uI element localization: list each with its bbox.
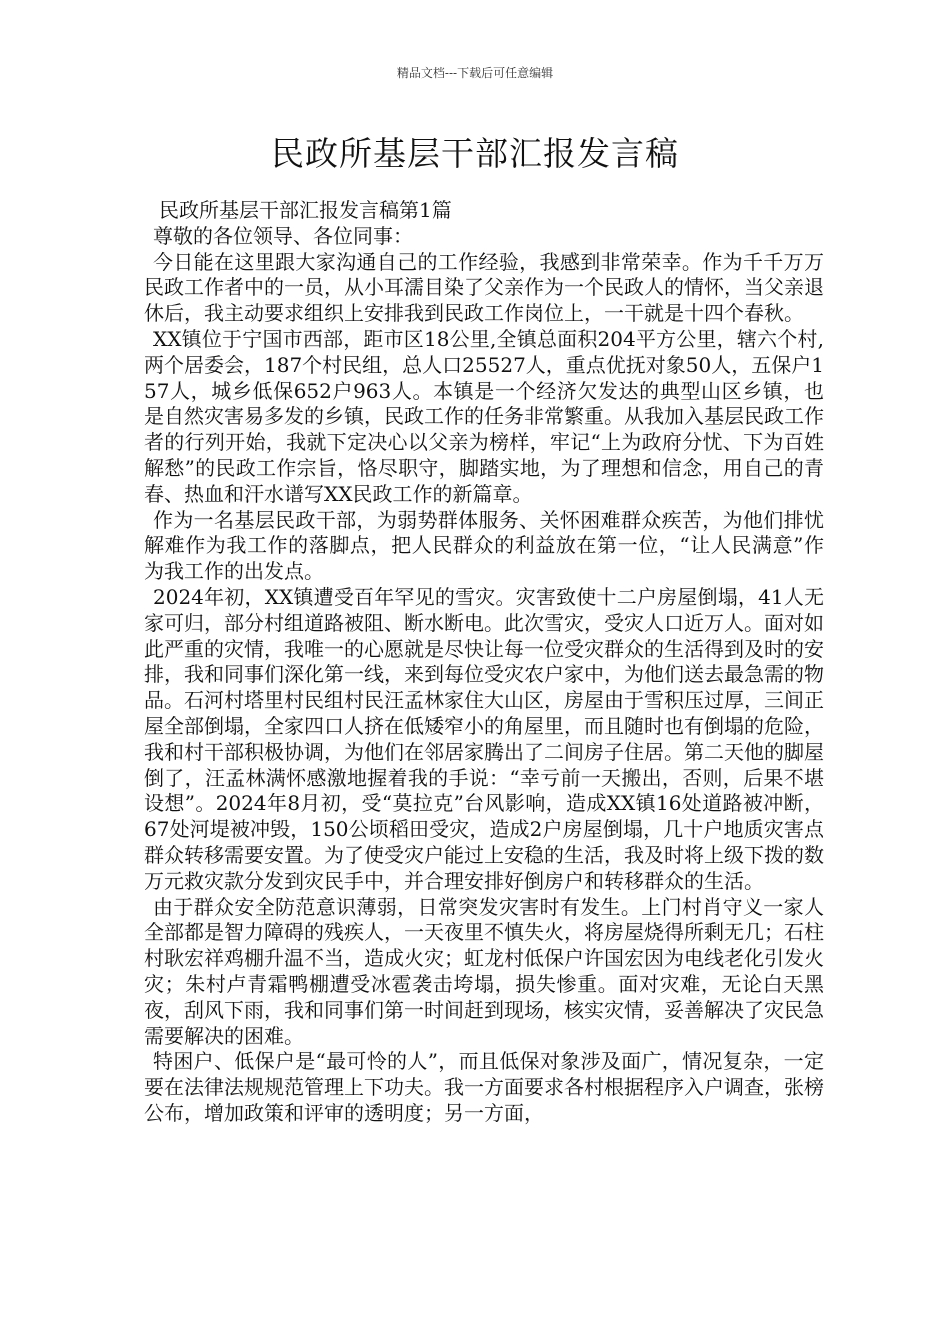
paragraph: XX镇位于宁国市西部，距市区18公里,全镇总面积204平方公里，辖六个村,两个居委会，187个村民组，总人口25527人，重点优抚对象50人，五保户157人，城乡低保652户963人。本镇是一个经济欠发达的典型山区乡镇，也是自然灾害易多发的乡镇，民政工作的任务非常繁重。从我加入基层民政工作者的行列开始，我就下定决心以父亲为榜样，牢记“上为政府分忧、下为百姓解愁”的民政工作宗旨，恪尽职守，脚踏实地，为了理想和信念，用自己的青春、热血和汗水谱写XX民政工作的新篇章。 bbox=[144, 326, 824, 506]
paragraph: 由于群众安全防范意识薄弱，日常突发灾害时有发生。上门村肖守义一家人全部都是智力障碍的残疾人，一天夜里不慎失火，将房屋烧得所剩无几；石柱村耿宏祥鸡棚升温不当，造成火灾；虹龙村低保户许国宏因为电线老化引发火灾；朱村卢青霜鸭棚遭受冰雹袭击垮塌，损失惨重。面对灾难，无论白天黑夜，刮风下雨，我和同事们第一时间赶到现场，核实灾情，妥善解决了灾民急需要解决的困难。 bbox=[144, 894, 824, 1048]
paragraph-salutation: 尊敬的各位领导、各位同事： bbox=[153, 223, 413, 248]
document-subtitle: 民政所基层干部汇报发言稿第1篇 bbox=[159, 198, 452, 222]
document-body bbox=[144, 198, 824, 1127]
paragraph: 特困户、低保户是“最可怜的人”，而且低保对象涉及面广，情况复杂，一定要在法律法规规范管理上下功夫。我一方面要求各村根据程序入户调查，张榜公布，增加政策和评审的透明度；另一方面， bbox=[144, 1049, 824, 1125]
paragraph: 今日能在这里跟大家沟通自己的工作经验，我感到非常荣幸。作为千千万万民政工作者中的一员，从小耳濡目染了父亲作为一个民政人的情怀，当父亲退休后，我主动要求组织上安排我到民政工作岗位上，一干就是十四个春秋。 bbox=[144, 249, 824, 326]
paragraph: 作为一名基层民政干部，为弱势群体服务、关怀困难群众疾苦，为他们排忧解难作为我工作的落脚点，把人民群众的利益放在第一位，“让人民满意”作为我工作的出发点。 bbox=[144, 507, 824, 584]
paragraph: 2024年初，XX镇遭受百年罕见的雪灾。灾害致使十二户房屋倒塌，41人无家可归，部分村组道路被阻、断水断电。此次雪灾，受灾人口近万人。面对如此严重的灾情，我唯一的心愿就是尽快让每一位受灾群众的生活得到及时的安排，我和同事们深化第一线，来到每位受灾农户家中，为他们送去最急需的物品。石河村塔里村民组村民汪孟林家住大山区，房屋由于雪积压过厚，三间正屋全部倒塌，全家四口人挤在低矮窄小的角屋里，而且随时也有倒塌的危险，我和村干部积极协调，为他们在邻居家腾出了二间房子住居。第二天他的脚屋倒了，汪孟林满怀感激地握着我的手说：“幸亏前一天搬出，否则，后果不堪设想”。2024年8月初，受“莫拉克”台风影响，造成XX镇16处道路被冲断，67处河堤被冲毁，150公顷稻田受灾，造成2户房屋倒塌，几十户地质灾害点群众转移需要安置。为了使受灾户能过上安稳的生活，我及时将上级下拨的数万元救灾款分发到灾民手中，并合理安排好倒房户和转移群众的生活。 bbox=[144, 584, 824, 893]
document-title: 民政所基层干部汇报发言稿 bbox=[271, 134, 679, 173]
header-note: 精品文档---下载后可任意编辑 bbox=[396, 66, 554, 80]
